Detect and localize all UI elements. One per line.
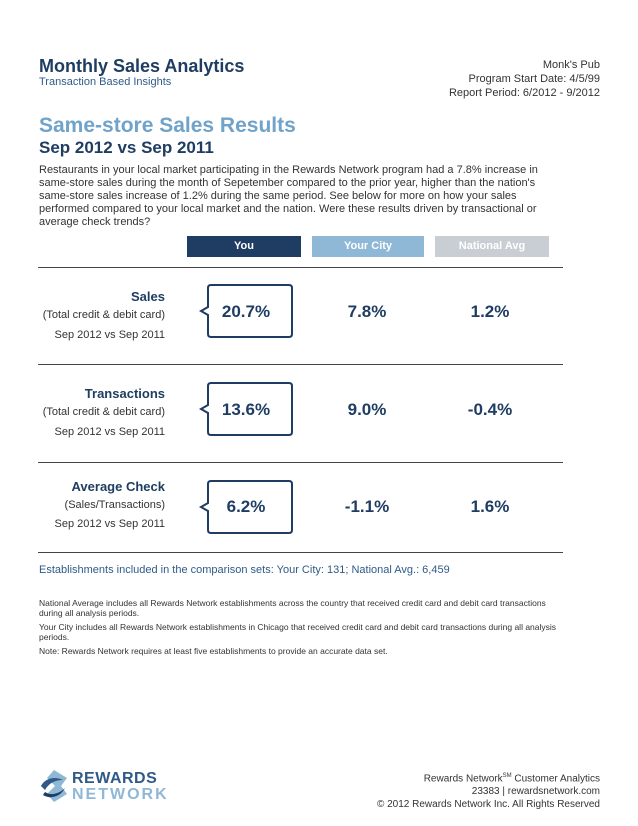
- report-period: Report Period: 6/2012 - 9/2012: [448, 87, 600, 99]
- intro-paragraph: Restaurants in your local market participating in the Rewards Network program had a 7.8% increase in same-store sales during the month of Sepetember compared to the prior year, higher than the nation's same-store sales increase of 1.2% during the same period. See below for more on how your sales performed compared to your local market and the nation. Were these results driven by transactional or average check trends?: [39, 164, 538, 228]
- row-average-check-desc: (Sales/Transactions): [64, 499, 165, 511]
- program-start-date: Program Start Date: 4/5/99: [468, 73, 600, 85]
- report-title: Monthly Sales Analytics: [39, 56, 245, 76]
- section-subtitle: Sep 2012 vs Sep 2011: [39, 138, 214, 157]
- transactions-you-value: 13.6%: [221, 400, 271, 419]
- average-check-city-value: -1.1%: [344, 497, 390, 516]
- average-check-national-value: 1.6%: [470, 497, 510, 516]
- column-header-city: Your City: [312, 236, 424, 257]
- report-subtitle: Transaction Based Insights: [39, 76, 172, 88]
- section-title: Same-store Sales Results: [39, 114, 296, 137]
- row-transactions-desc: (Total credit & debit card): [42, 406, 165, 418]
- row-average-check-period: Sep 2012 vs Sep 2011: [54, 518, 165, 530]
- footnote-national: National Average includes all Rewards Network establishments across the country that received credit card and debit card transactions during all analysis periods.: [39, 598, 546, 618]
- row-sales-desc: (Total credit & debit card): [42, 309, 165, 321]
- footer-copyright: © 2012 Rewards Network Inc. All Rights Reserved: [376, 799, 600, 811]
- report-meta: [449, 58, 600, 100]
- column-header-you: You: [187, 236, 301, 257]
- sales-you-value: 20.7%: [221, 302, 271, 321]
- sales-national-value: 1.2%: [470, 302, 510, 321]
- footnote-minimum: Note: Rewards Network requires at least five establishments to provide an accurate data set.: [39, 646, 388, 656]
- row-sales-period: Sep 2012 vs Sep 2011: [54, 329, 165, 341]
- footer: [377, 770, 600, 811]
- row-average-check-label: Average Check: [71, 479, 165, 494]
- divider: [38, 552, 563, 553]
- footnote-city: Your City includes all Rewards Network establishments in Chicago that received credit card and debit card transactions during all analysis periods.: [39, 622, 557, 642]
- footnotes: [39, 598, 569, 660]
- footer-id-line: 23383 | rewardsnetwork.com: [471, 786, 600, 798]
- average-check-you-value: 6.2%: [226, 497, 266, 516]
- column-header-national: National Avg: [435, 236, 549, 257]
- footer-sm-mark: SM: [502, 773, 512, 779]
- row-transactions-label: Transactions: [84, 386, 165, 401]
- divider: [38, 267, 563, 268]
- footer-product: Customer Analytics: [511, 773, 600, 785]
- row-sales-label: Sales: [131, 289, 165, 304]
- logo-wordmark-network: NETWORK: [72, 786, 169, 803]
- footer-brand: Rewards Network: [423, 773, 503, 785]
- logo-wordmark-rewards: REWARDS: [72, 770, 158, 787]
- sales-city-value: 7.8%: [347, 302, 387, 321]
- row-transactions-period: Sep 2012 vs Sep 2011: [54, 426, 165, 438]
- transactions-national-value: -0.4%: [467, 400, 513, 419]
- footer-brand-line: [377, 770, 600, 785]
- transactions-city-value: 9.0%: [347, 400, 387, 419]
- business-name: Monk's Pub: [542, 59, 600, 71]
- establishments-count: Establishments included in the comparison sets: Your City: 131; National Avg.: 6,459: [39, 564, 450, 576]
- rewards-network-logo-icon: [37, 768, 71, 804]
- divider: [38, 364, 563, 365]
- divider: [38, 462, 563, 463]
